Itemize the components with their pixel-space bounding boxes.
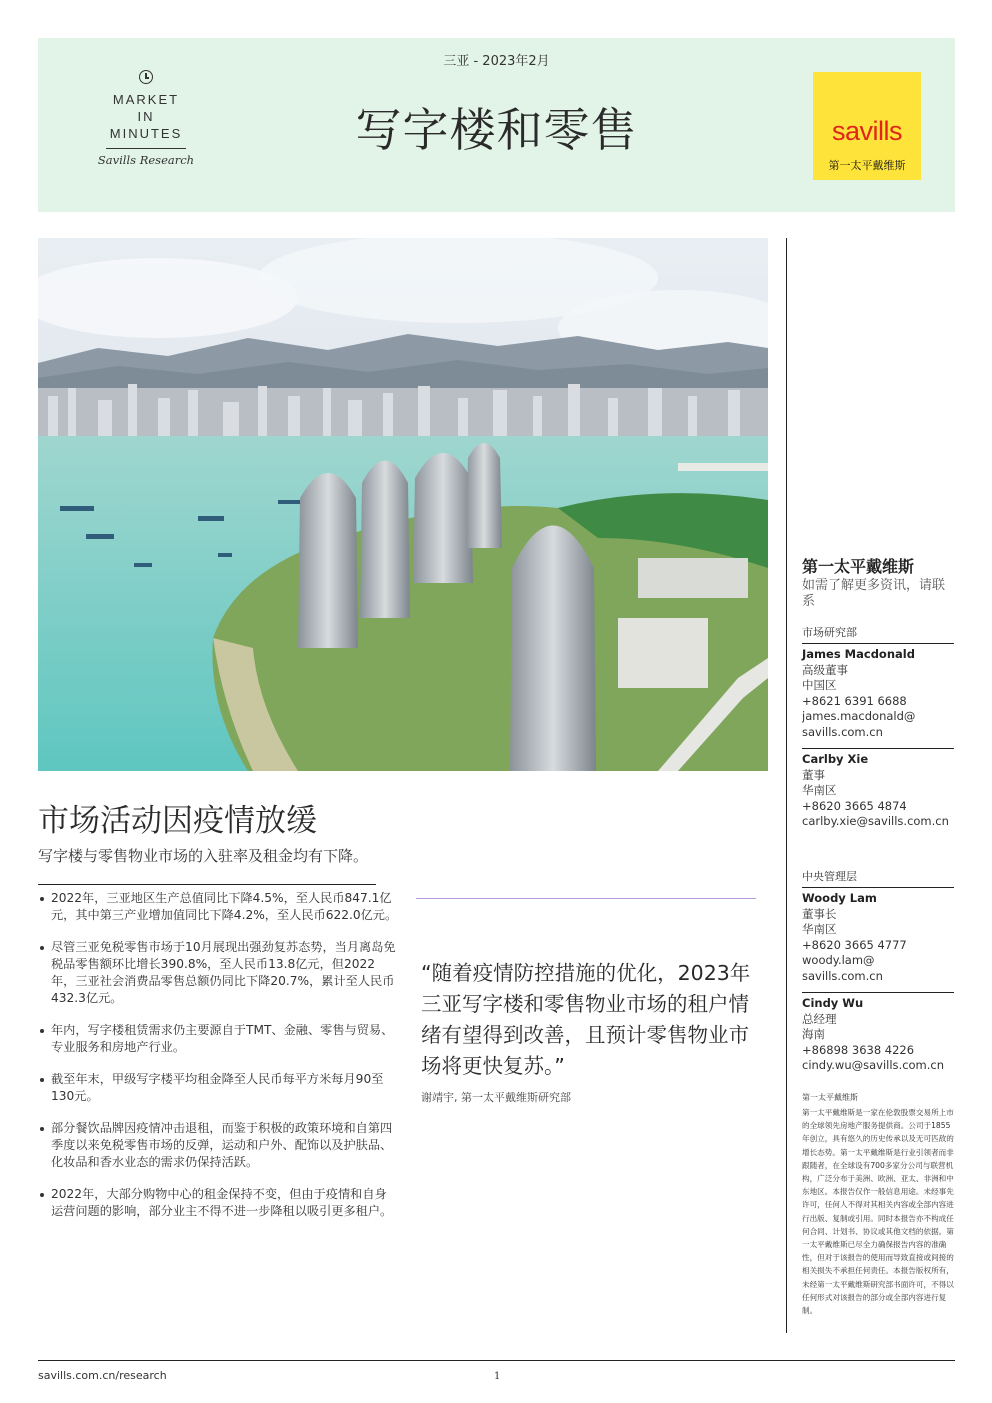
list-item: 2022年，大部分购物中心的租金保持不变，但由于疫情和自身运营问题的影响，部分业主不得不进一步降租以吸引更多租户。 [38, 1186, 398, 1220]
quote-rule [416, 898, 756, 899]
article-subheading: 写字楼与零售物业市场的入驻率及租金均有下降。 [38, 847, 369, 865]
sidebar-org-note: 如需了解更多资讯，请联系 [802, 578, 946, 609]
contact-name: Cindy Wu [802, 996, 864, 1010]
list-item: 2022年，三亚地区生产总值同比下降4.5%，至人民币847.1亿元，其中第三产业增加值同比下降4.2%，至人民币622.0亿元。 [38, 890, 398, 924]
contact-phone: +8620 3665 4874 [802, 798, 907, 813]
list-item: 部分餐饮品牌因疫情冲击退租，而鉴于积极的政策环境和自第四季度以来免税零售市场的反弹，运动和户外、配饰以及护肤品、化妆品和香水业态的需求仍保持活跃。 [38, 1120, 398, 1171]
brand-line-3: MINUTES [109, 126, 183, 141]
sidebar-org-name: 第一太平戴维斯 [802, 557, 915, 576]
contact-name: James Macdonald [802, 647, 915, 661]
brand-line-2: IN [137, 109, 155, 124]
contact-region: 华南区 [802, 922, 837, 937]
brand-subtitle: Savills Research [97, 153, 195, 167]
list-item: 截至年末，甲级写字楼平均租金降至人民币每平方米每月90至130元。 [38, 1071, 398, 1105]
footer-url-link[interactable]: savills.com.cn/research [38, 1369, 167, 1382]
contact-title: 董事 [802, 767, 825, 782]
hero-photo-sanya-bay [38, 238, 768, 771]
contact-card [802, 996, 954, 1074]
footer-rule [38, 1360, 955, 1361]
contact-name: Woody Lam [802, 891, 877, 905]
sidebar-rule [802, 748, 954, 749]
section-rule [38, 884, 376, 885]
sidebar-rule [802, 887, 954, 888]
contact-region: 华南区 [802, 783, 837, 798]
contact-title: 总经理 [802, 1011, 837, 1026]
article-heading: 市场活动因疫情放缓 [38, 803, 317, 839]
contact-card [802, 891, 954, 985]
logo-chinese-name: 第一太平戴维斯 [828, 159, 906, 172]
contact-email: cindy.wu@savills.com.cn [802, 1058, 945, 1073]
brand-line-1: MARKET [112, 92, 180, 107]
contact-card [802, 647, 954, 741]
contact-email-domain: savills.com.cn [802, 968, 883, 983]
contact-title: 高级董事 [802, 662, 848, 677]
key-points-list [38, 890, 398, 1235]
contact-email: woody.lam@ [802, 953, 875, 968]
page-title: 写字楼和零售 [355, 103, 638, 157]
report-date: 三亚 - 2023年2月 [443, 54, 550, 69]
contact-title: 董事长 [802, 906, 837, 921]
hero-photo-illustration [38, 238, 768, 771]
disclaimer-title: 第一太平戴维斯 [802, 1093, 858, 1102]
contact-name: Carlby Xie [802, 752, 869, 766]
column-divider [786, 238, 787, 1333]
pull-quote: “随着疫情防控措施的优化，2023年三亚写字楼和零售物业市场的租户情绪有望得到改善，且预计零售物业市场将更快复苏。” [421, 961, 751, 1078]
page-number: 1 [494, 1371, 501, 1382]
contact-phone: +86898 3638 4226 [802, 1042, 915, 1057]
contact-phone: +8620 3665 4777 [802, 937, 907, 952]
logo-wordmark: savills [831, 116, 902, 146]
section-label-research: 市场研究部 [802, 626, 857, 639]
savills-logo [813, 72, 921, 180]
contact-email: carlby.xie@savills.com.cn [802, 814, 949, 829]
contact-region: 海南 [802, 1027, 825, 1042]
contact-email: james.macdonald@ [802, 709, 916, 724]
contact-card [802, 752, 954, 830]
disclaimer-text: 第一太平戴维斯是一家在伦敦股票交易所上市的全球领先房地产服务提供商。公司于1855年创立，具有悠久的历史传承以及无可匹敌的增长态势。第一太平戴维斯是行业引领者而非跟随者，在全球设有700多家分公司与联营机构，广泛分布于美洲、欧洲、亚太、非洲和中东地区。本报告仅作一般信息用途。未经事先许可，任何人不得对其相关内容或全部内容进行出版、复制或引用。同时本报告亦不构成任何合同、计划书、协议或其他文档的依据。第一太平戴维斯已尽全力确保报告内容的准确性，但对于该报告的使用而导致直接或间接的相关损失不承担任何责任。本报告版权所有，未经第一太平戴维斯研究部书面许可，不得以任何形式对该报告的部分或全部内容进行复制。 [802, 1108, 954, 1316]
sidebar-rule [802, 992, 954, 993]
contact-region: 中国区 [802, 678, 837, 693]
clock-icon [139, 70, 153, 84]
list-item: 尽管三亚免税零售市场于10月展现出强劲复苏态势，当月离岛免税品零售额环比增长390.8%，至人民币13.8亿元，但2022年，三亚社会消费品零售总额仍同比下降20.7%，累计至人民币432.3亿元。 [38, 939, 398, 1007]
contact-phone: +8621 6391 6688 [802, 693, 907, 708]
quote-attribution: 谢靖宇, 第一太平戴维斯研究部 [421, 1091, 571, 1104]
section-label-management: 中央管理层 [802, 870, 857, 883]
contact-email-domain: savills.com.cn [802, 724, 883, 739]
sidebar-rule [802, 643, 954, 644]
header-band [38, 38, 955, 212]
list-item: 年内，写字楼租赁需求仍主要源自于TMT、金融、零售与贸易、专业服务和房地产行业。 [38, 1022, 398, 1056]
